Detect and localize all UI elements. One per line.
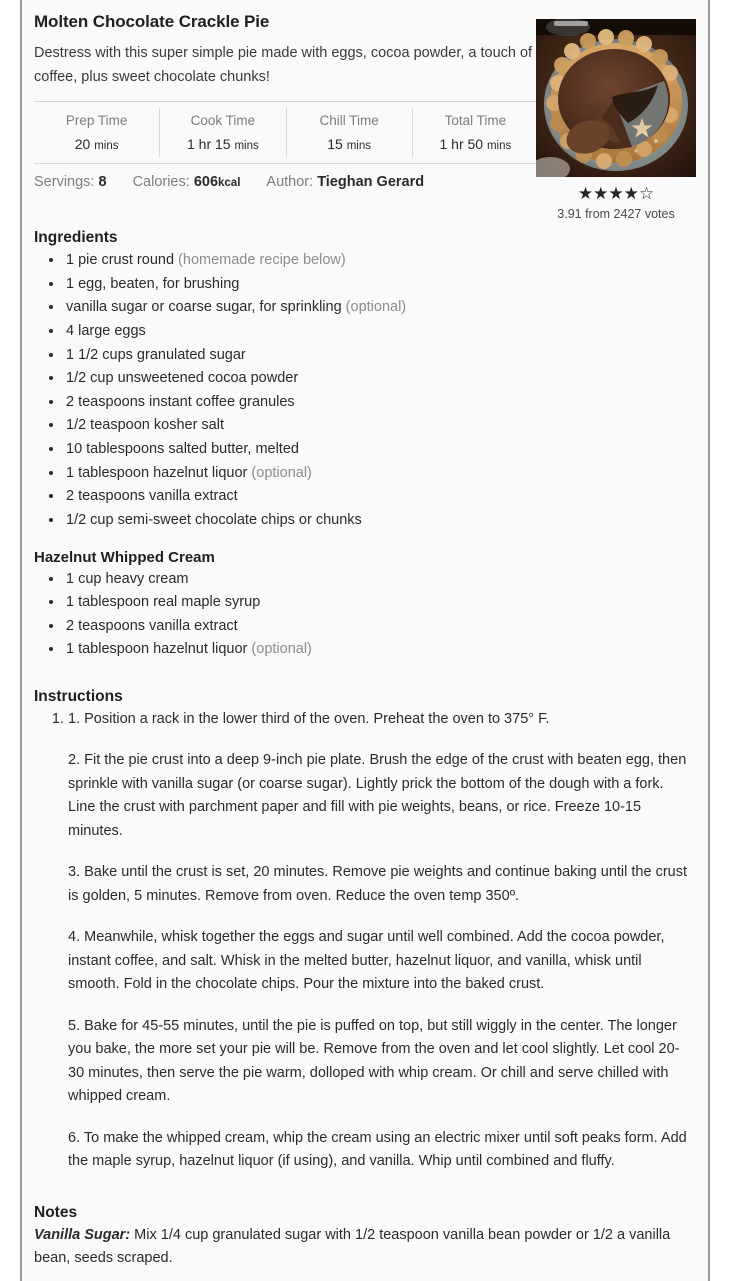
ingredient-text: 4 large eggs (66, 322, 146, 339)
recipe-header-text (34, 12, 544, 190)
ingredient-text: 1 tablespoon real maple syrup (66, 594, 261, 611)
calories-meta (133, 174, 241, 190)
note-text: Mix 1/4 cup granulated sugar with 1/2 teaspoon vanilla bean powder or 1/2 a vanilla bean, seeds scraped. (34, 1226, 671, 1267)
prep-time-value (38, 133, 155, 155)
instructions-list (34, 708, 694, 1174)
recipe-thumbnail-block (536, 19, 696, 221)
instructions-list-item (68, 708, 694, 1174)
ingredient-note: (optional) (345, 299, 407, 316)
instruction-steps (68, 708, 694, 1174)
list-item (64, 320, 694, 344)
servings-value: 8 (98, 174, 107, 191)
ingredient-text: 1/2 teaspoon kosher salt (66, 417, 224, 434)
whipped-cream-heading: Hazelnut Whipped Cream (34, 548, 215, 566)
total-time-number: 1 hr 50 (439, 135, 484, 152)
list-item (64, 391, 694, 415)
ingredient-text: 1 tablespoon hazelnut liquor (66, 641, 252, 658)
list-item (64, 485, 694, 509)
ingredient-note: (optional) (251, 641, 312, 658)
calories-label: Calories: (132, 174, 190, 191)
calories-unit: kcal (218, 177, 241, 190)
cook-time-number: 1 hr 15 (186, 135, 231, 152)
instruction-step: 6. To make the whipped cream, whip the cream using an electric mixer until soft peaks form. Add the maple syrup, hazelnut liquor (if using), and vanilla. Whip until combined and fluffy. (68, 1129, 687, 1170)
instruction-step: 4. Meanwhile, whisk together the eggs and sugar until well combined. Add the cocoa powder, instant coffee, and salt. Whisk in the melted butter, hazelnut liquor, and vanilla, whisk until smooth. Fold in the chocolate chips. Pour the mixture into the baked crust. (68, 929, 665, 993)
ingredient-text: 1/2 cup semi-sweet chocolate chips or chunks (66, 511, 362, 528)
total-time-value (417, 133, 534, 155)
ingredient-text: 1 tablespoon hazelnut liquor (66, 464, 252, 481)
ingredient-text: 2 teaspoons instant coffee granules (66, 393, 295, 410)
list-item (64, 414, 694, 438)
note-label: Vanilla Sugar: (34, 1226, 131, 1243)
cook-time-value (164, 133, 281, 155)
author-value: Tieghan Gerard (317, 174, 425, 191)
ingredient-text: 10 tablespoons salted butter, melted (66, 441, 299, 457)
instructions-heading: Instructions (34, 688, 123, 705)
recipe-summary: Destress with this super simple pie made with eggs, cocoa powder, a touch of coffee, plus sweet chocolate chunks! (34, 45, 533, 85)
time-cell-cook (160, 108, 286, 157)
ingredient-text: 1 1/2 cups granulated sugar (66, 346, 246, 363)
ingredients-list (34, 249, 694, 533)
notes-section (34, 1204, 694, 1271)
rating-count-text: 3.91 from 2427 votes (557, 207, 675, 221)
list-item (64, 249, 694, 273)
ingredient-text: 1/2 cup unsweetened cocoa powder (66, 370, 299, 387)
cook-time-unit: mins (234, 139, 259, 152)
prep-time-number: 20 (74, 135, 91, 152)
notes-body (34, 1224, 694, 1271)
recipe-meta-row (34, 164, 544, 190)
list-item (64, 509, 694, 533)
list-item (64, 591, 694, 615)
ingredient-text: 1 cup heavy cream (66, 570, 189, 587)
ingredient-text: 1 egg, beaten, for brushing (66, 275, 240, 292)
ingredient-text: vanilla sugar or coarse sugar, for sprinkling (66, 299, 346, 316)
notes-heading: Notes (34, 1203, 78, 1221)
time-cell-total (413, 108, 538, 157)
list-item (64, 438, 694, 462)
star-rating-icon: ★★★★☆ (577, 184, 655, 203)
author-meta (266, 174, 424, 190)
time-cell-prep (34, 108, 160, 157)
instruction-step: 1. 1. Position a rack in the lower third of the oven. Preheat the oven to 375° F. (68, 711, 550, 727)
list-item (64, 273, 694, 297)
ingredients-heading: Ingredients (34, 229, 118, 246)
total-time-label: Total Time (444, 113, 507, 129)
recipe-header (34, 12, 694, 221)
list-item (64, 462, 694, 486)
ingredient-note: (homemade recipe below) (178, 252, 346, 268)
chill-time-number: 15 (327, 135, 343, 152)
recipe-times-table (34, 101, 538, 164)
instruction-step: 3. Bake until the crust is set, 20 minutes. Remove pie weights and continue baking until the crust is golden, 5 minutes. Remove from oven. Reduce the oven temp 350º. (68, 864, 688, 904)
ingredient-text: 1 pie crust round (66, 252, 179, 268)
servings-meta (34, 174, 107, 190)
recipe-rating (536, 185, 696, 221)
instruction-step: 2. Fit the pie crust into a deep 9-inch pie plate. Brush the edge of the crust with beaten egg, then sprinkle with vanilla sugar (or coarse sugar). Lightly prick the bottom of the dough with a fork. Line the crust with parchment paper and fill with pie weights, beans, or rice. Freeze 10-15 minutes. (68, 752, 687, 839)
list-item (64, 367, 694, 391)
prep-time-label: Prep Time (65, 113, 128, 129)
list-item (64, 344, 694, 368)
list-item (64, 568, 694, 592)
time-cell-chill (287, 108, 413, 157)
list-item (64, 638, 694, 662)
recipe-photo (536, 19, 696, 177)
recipe-card (20, 0, 710, 1281)
chill-time-value (291, 133, 408, 155)
ingredient-note: (optional) (251, 464, 312, 481)
chill-time-unit: mins (346, 139, 371, 152)
author-label: Author: (266, 174, 314, 191)
whipped-cream-ingredients-list (34, 568, 694, 663)
prep-time-unit: mins (94, 139, 119, 152)
chill-time-label: Chill Time (319, 113, 379, 129)
ingredient-text: 2 teaspoons vanilla extract (66, 488, 238, 505)
ingredient-text: 2 teaspoons vanilla extract (66, 617, 238, 634)
cook-time-label: Cook Time (190, 113, 256, 129)
instruction-step: 5. Bake for 45-55 minutes, until the pie is puffed on top, but still wiggly in the center. The longer you bake, the more set your pie will be. Remove from the oven and let cool slightly. Let cool 20-30 minutes, then serve the pie warm, dolloped with whip cream. Or chill and serve chilled with whipped cream. (68, 1017, 680, 1105)
total-time-unit: mins (486, 139, 512, 152)
calories-value: 606 (193, 174, 219, 191)
list-item (64, 615, 694, 639)
servings-label: Servings: (34, 174, 95, 191)
page-title: Molten Chocolate Crackle Pie (34, 12, 270, 31)
list-item (64, 296, 694, 320)
